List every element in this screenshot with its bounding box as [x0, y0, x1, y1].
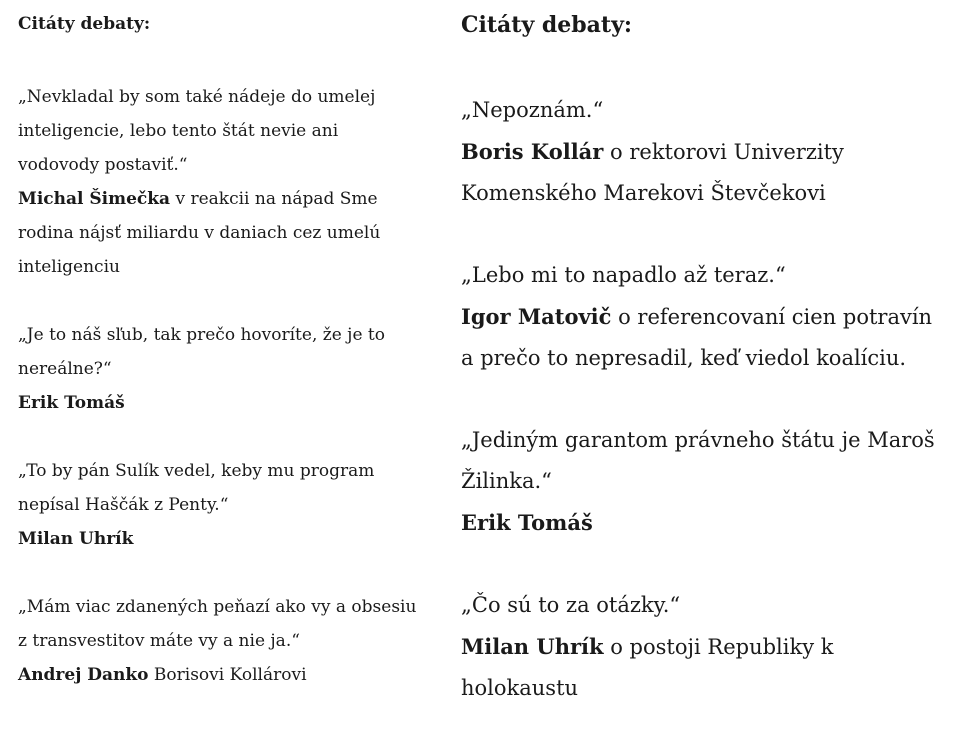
quote-block — [18, 80, 418, 284]
attribution — [18, 386, 418, 420]
quote-text: „Nevkladal by som také nádeje do umelej inteligencie, lebo tento štát nevie ani vodovody postaviť.“ — [18, 87, 376, 175]
quote-text: „Nepoznám.“ — [461, 98, 604, 122]
left-heading: Citáty debaty: — [18, 14, 151, 34]
quote-block — [461, 90, 951, 214]
right-heading: Citáty debaty: — [461, 12, 632, 38]
quote-text: „Lebo mi to napadlo až teraz.“ — [461, 263, 786, 287]
quote-block — [18, 590, 418, 692]
attribution — [461, 296, 951, 379]
speaker-name: Andrej Danko — [18, 665, 149, 685]
speaker-name: Erik Tomáš — [18, 393, 125, 413]
attribution-context: o rektorovi Univerzity Komenského Marekovi Števčekovi — [461, 140, 844, 205]
quote-block — [461, 255, 951, 379]
left-quotes-column — [18, 0, 418, 726]
speaker-name: Igor Matovič — [461, 304, 612, 329]
speaker-name: Michal Šimečka — [18, 189, 171, 209]
speaker-name: Boris Kollár — [461, 139, 604, 164]
attribution-context: o postoji Republiky k holokaustu — [461, 635, 834, 700]
quote-text: „Čo sú to za otázky.“ — [461, 593, 681, 617]
right-quotes-column — [461, 0, 951, 750]
attribution — [461, 502, 951, 544]
quote-block — [18, 318, 418, 420]
quote-text: „Mám viac zdanených peňazí ako vy a obsesiu z transvestitov máte vy a nie ja.“ — [18, 597, 417, 651]
attribution — [461, 131, 951, 214]
attribution — [18, 522, 418, 556]
quote-text: „Je to náš sľub, tak prečo hovoríte, že je to nereálne?“ — [18, 325, 385, 379]
attribution — [18, 182, 418, 284]
attribution — [461, 626, 951, 709]
attribution — [18, 658, 418, 692]
attribution-context: o referencovaní cien potravín a prečo to nepresadil, keď viedol koalíciu. — [461, 305, 933, 370]
quote-block — [461, 585, 951, 709]
speaker-name: Milan Uhrík — [18, 529, 134, 549]
quote-block — [18, 454, 418, 556]
quote-block — [461, 420, 951, 544]
quote-text: „Jediným garantom právneho štátu je Maroš Žilinka.“ — [461, 428, 935, 493]
attribution-context: v reakcii na nápad Sme rodina nájsť miliardu v daniach cez umelú inteligenciu — [18, 189, 381, 277]
speaker-name: Erik Tomáš — [461, 510, 593, 535]
speaker-name: Milan Uhrík — [461, 634, 604, 659]
attribution-context: Borisovi Kollárovi — [148, 665, 307, 685]
quote-text: „To by pán Sulík vedel, keby mu program nepísal Haščák z Penty.“ — [18, 461, 375, 515]
